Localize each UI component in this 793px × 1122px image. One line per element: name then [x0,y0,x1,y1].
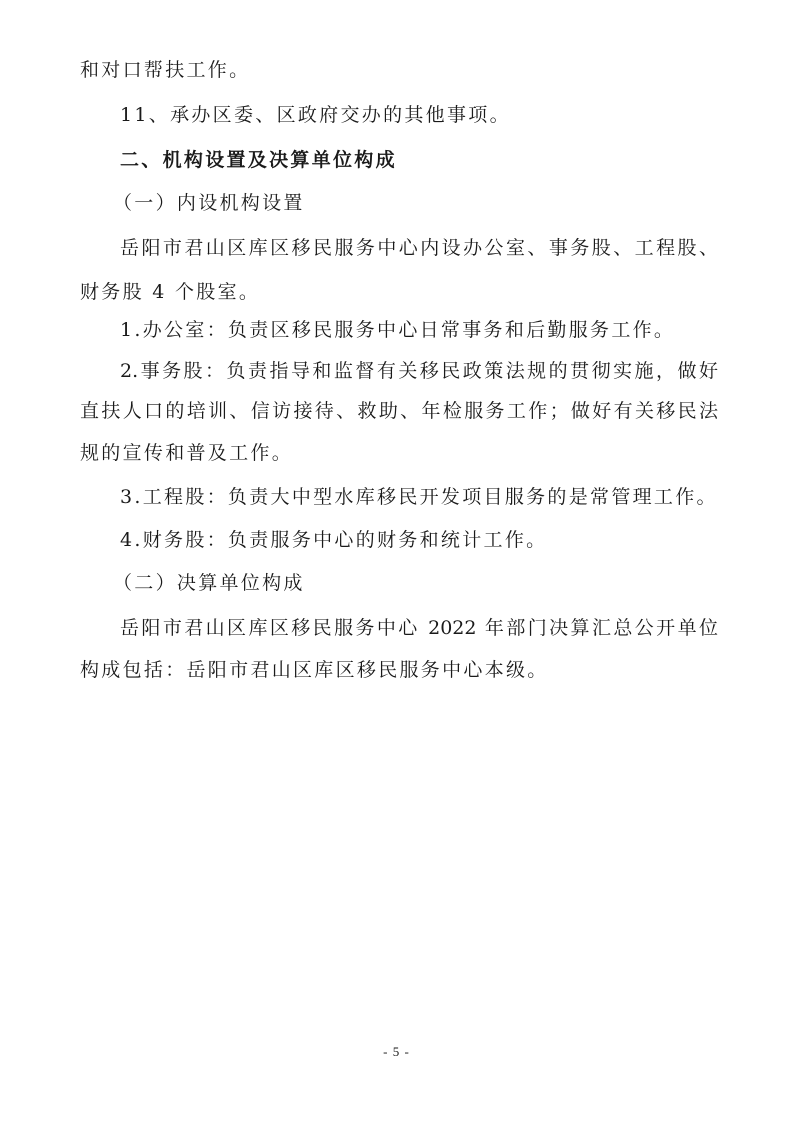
affairs-duty-line-3: 规的宣传和普及工作。 [80,442,294,464]
office-duty: 1.办公室：负责区移民服务中心日常事务和后勤服务工作。 [120,319,676,341]
section-heading-2: 二、机构设置及决算单位构成 [120,149,397,171]
affairs-duty-line-2: 直扶人口的培训、信访接待、救助、年检服务工作；做好有关移民法 [80,400,718,422]
continuation-line: 和对口帮扶工作。 [80,59,251,81]
subsection-heading-1: （一）内设机构设置 [113,192,305,214]
paragraph-unit-composition-line-1: 岳阳市君山区库区移民服务中心 2022 年部门决算汇总公开单位 [120,617,718,639]
affairs-duty-line-1: 2.事务股：负责指导和监督有关移民政策法规的贯彻实施，做好 [120,360,718,382]
subsection-heading-2: （二）决算单位构成 [113,572,305,594]
page-number: - 5 - [383,1044,410,1059]
finance-duty: 4.财务股：负责服务中心的财务和统计工作。 [120,529,548,551]
item-11: 11、承办区委、区政府交办的其他事项。 [120,104,511,126]
paragraph-internal-structure-line-1: 岳阳市君山区库区移民服务中心内设办公室、事务股、工程股、 [120,237,718,259]
paragraph-internal-structure-line-2: 财务股 4 个股室。 [80,281,261,303]
engineering-duty: 3.工程股：负责大中型水库移民开发项目服务的是常管理工作。 [120,486,718,508]
paragraph-unit-composition-line-2: 构成包括：岳阳市君山区库区移民服务中心本级。 [80,659,549,681]
